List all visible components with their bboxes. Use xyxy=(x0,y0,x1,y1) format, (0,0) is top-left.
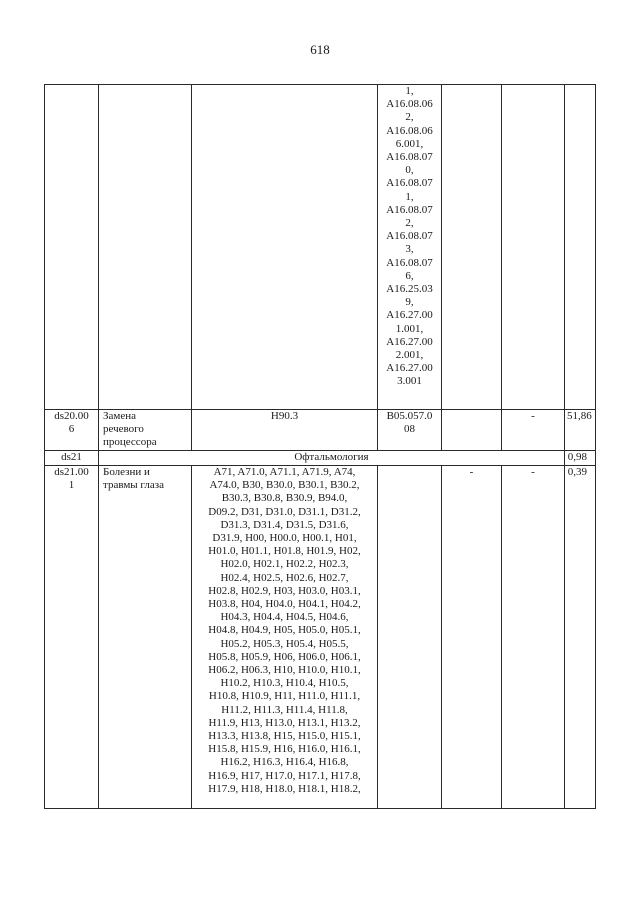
text-line: травмы глаза xyxy=(103,479,164,492)
group-name xyxy=(103,466,187,492)
cell-service-codes xyxy=(378,466,442,809)
table-row-ds20-006 xyxy=(45,410,596,451)
cell-col6 xyxy=(502,410,565,451)
text-line: H06.2, H06.3, H10, H10.0, H10.1, xyxy=(208,664,361,677)
text-line: A16.08.07 xyxy=(386,151,433,164)
text-line: Замена xyxy=(103,410,137,422)
text-line: 2.001, xyxy=(395,349,424,362)
cell-coef xyxy=(565,85,596,410)
text-line: ds20.00 xyxy=(54,410,89,422)
service-code xyxy=(379,410,440,436)
section-coefficient: 0,98 xyxy=(565,451,596,466)
text-line: 2, xyxy=(405,217,414,230)
cell-service-codes xyxy=(378,410,442,451)
text-line: H11.9, H13, H13.0, H13.1, H13.2, xyxy=(208,716,361,729)
section-title: Офтальмология xyxy=(99,451,565,466)
text-line: 1 xyxy=(68,479,75,492)
text-line: 0, xyxy=(405,164,414,177)
cell-name xyxy=(99,85,192,410)
text-line: A16.08.06 xyxy=(386,124,433,137)
text-line: 1, xyxy=(405,190,414,203)
cell-code xyxy=(45,85,99,410)
service-code-list xyxy=(379,85,440,389)
text-line: 6.001, xyxy=(395,137,424,150)
col5-value: - xyxy=(469,466,474,478)
coefficient: 51,86 xyxy=(567,410,592,422)
text-line: A16.08.07 xyxy=(386,203,433,216)
text-line: ds21.00 xyxy=(54,466,89,478)
table-row-ds21-001 xyxy=(45,466,596,809)
coefficient: 0,39 xyxy=(567,466,587,478)
cell-icd xyxy=(192,466,378,809)
text-line: H13.3, H13.8, H15, H15.0, H15.1, xyxy=(208,730,361,743)
cell-code xyxy=(45,410,99,451)
text-line: A16.27.00 xyxy=(386,335,433,348)
cell-coef xyxy=(565,466,596,809)
cell-col6 xyxy=(502,85,565,410)
text-line: H16.2, H16.3, H16.4, H16.8, xyxy=(220,756,349,769)
group-name xyxy=(103,410,187,450)
group-code xyxy=(46,466,97,492)
text-line: H17.9, H18, H18.0, H18.1, H18.2, xyxy=(208,782,361,795)
text-line: A71, A71.0, A71.1, A71.9, A74, xyxy=(213,466,356,478)
text-line: B30.3, B30.8, B30.9, B94.0, xyxy=(221,492,348,505)
text-line: H03.8, H04, H04.0, H04.1, H04.2, xyxy=(208,598,361,611)
cell-code xyxy=(45,466,99,809)
table-row-continuation xyxy=(45,85,596,410)
text-line: A16.25.03 xyxy=(386,283,433,296)
text-line: D31.9, H00, H00.0, H00.1, H01, xyxy=(212,532,357,545)
text-line: A16.27.00 xyxy=(386,309,433,322)
text-line: H02.8, H02.9, H03, H03.0, H03.1, xyxy=(208,584,361,597)
text-line: A16.08.07 xyxy=(386,230,433,243)
cell-icd xyxy=(192,410,378,451)
text-line: D31.3, D31.4, D31.5, D31.6, xyxy=(220,518,349,531)
table-row-section-ds21 xyxy=(45,451,596,466)
cell-name xyxy=(99,466,192,809)
text-line: 1.001, xyxy=(395,322,424,335)
group-code xyxy=(46,410,97,436)
icd-code: H90.3 xyxy=(270,410,299,422)
text-line: H16.9, H17, H17.0, H17.1, H17.8, xyxy=(208,769,361,782)
text-line: 9, xyxy=(405,296,414,309)
text-line: процессора xyxy=(103,436,157,449)
text-line: H10.8, H10.9, H11, H11.0, H11.1, xyxy=(208,690,361,703)
text-line: H04.3, H04.4, H04.5, H04.6, xyxy=(220,611,349,624)
text-line: H01.0, H01.1, H01.8, H01.9, H02, xyxy=(208,545,361,558)
text-line: H10.2, H10.3, H10.4, H10.5, xyxy=(220,677,349,690)
text-line: H02.4, H02.5, H02.6, H02.7, xyxy=(220,571,349,584)
text-line: речевого xyxy=(103,423,144,436)
text-line: H02.0, H02.1, H02.2, H02.3, xyxy=(220,558,349,571)
cell-col5 xyxy=(442,466,502,809)
text-line: 3.001 xyxy=(397,375,422,388)
text-line: 1, xyxy=(405,85,414,97)
section-code: ds21 xyxy=(45,451,99,466)
col6-value: - xyxy=(531,410,535,422)
cell-col6 xyxy=(502,466,565,809)
text-line: 08 xyxy=(404,423,415,436)
icd-code-list xyxy=(193,466,376,796)
cell-coef xyxy=(565,410,596,451)
text-line: 6 xyxy=(68,423,75,436)
text-line: A16.08.06 xyxy=(386,98,433,111)
text-line: 6, xyxy=(405,269,414,282)
text-line: H15.8, H15.9, H16, H16.0, H16.1, xyxy=(208,743,361,756)
cell-name xyxy=(99,410,192,451)
text-line: A74.0, B30, B30.0, B30.1, B30.2, xyxy=(209,479,360,492)
cell-icd xyxy=(192,85,378,410)
text-line: A16.08.07 xyxy=(386,256,433,269)
text-line: B05.057.0 xyxy=(386,410,433,422)
text-line: H11.2, H11.3, H11.4, H11.8, xyxy=(221,703,348,716)
text-line: A16.27.00 xyxy=(386,362,433,375)
text-line: 2, xyxy=(405,111,414,124)
col6-value: - xyxy=(531,466,535,478)
text-line: A16.08.07 xyxy=(386,177,433,190)
cell-col5 xyxy=(442,410,502,451)
text-line: H05.2, H05.3, H05.4, H05.5, xyxy=(220,637,349,650)
text-line: H04.8, H04.9, H05, H05.0, H05.1, xyxy=(208,624,361,637)
text-line: Болезни и xyxy=(103,466,150,478)
text-line: 3, xyxy=(405,243,414,256)
cell-service-codes xyxy=(378,85,442,410)
tariff-table xyxy=(44,84,596,809)
text-line: D09.2, D31, D31.0, D31.1, D31.2, xyxy=(208,505,361,518)
page-number: 618 xyxy=(310,42,330,57)
text-line: H05.8, H05.9, H06, H06.0, H06.1, xyxy=(208,650,361,663)
cell-col5 xyxy=(442,85,502,410)
